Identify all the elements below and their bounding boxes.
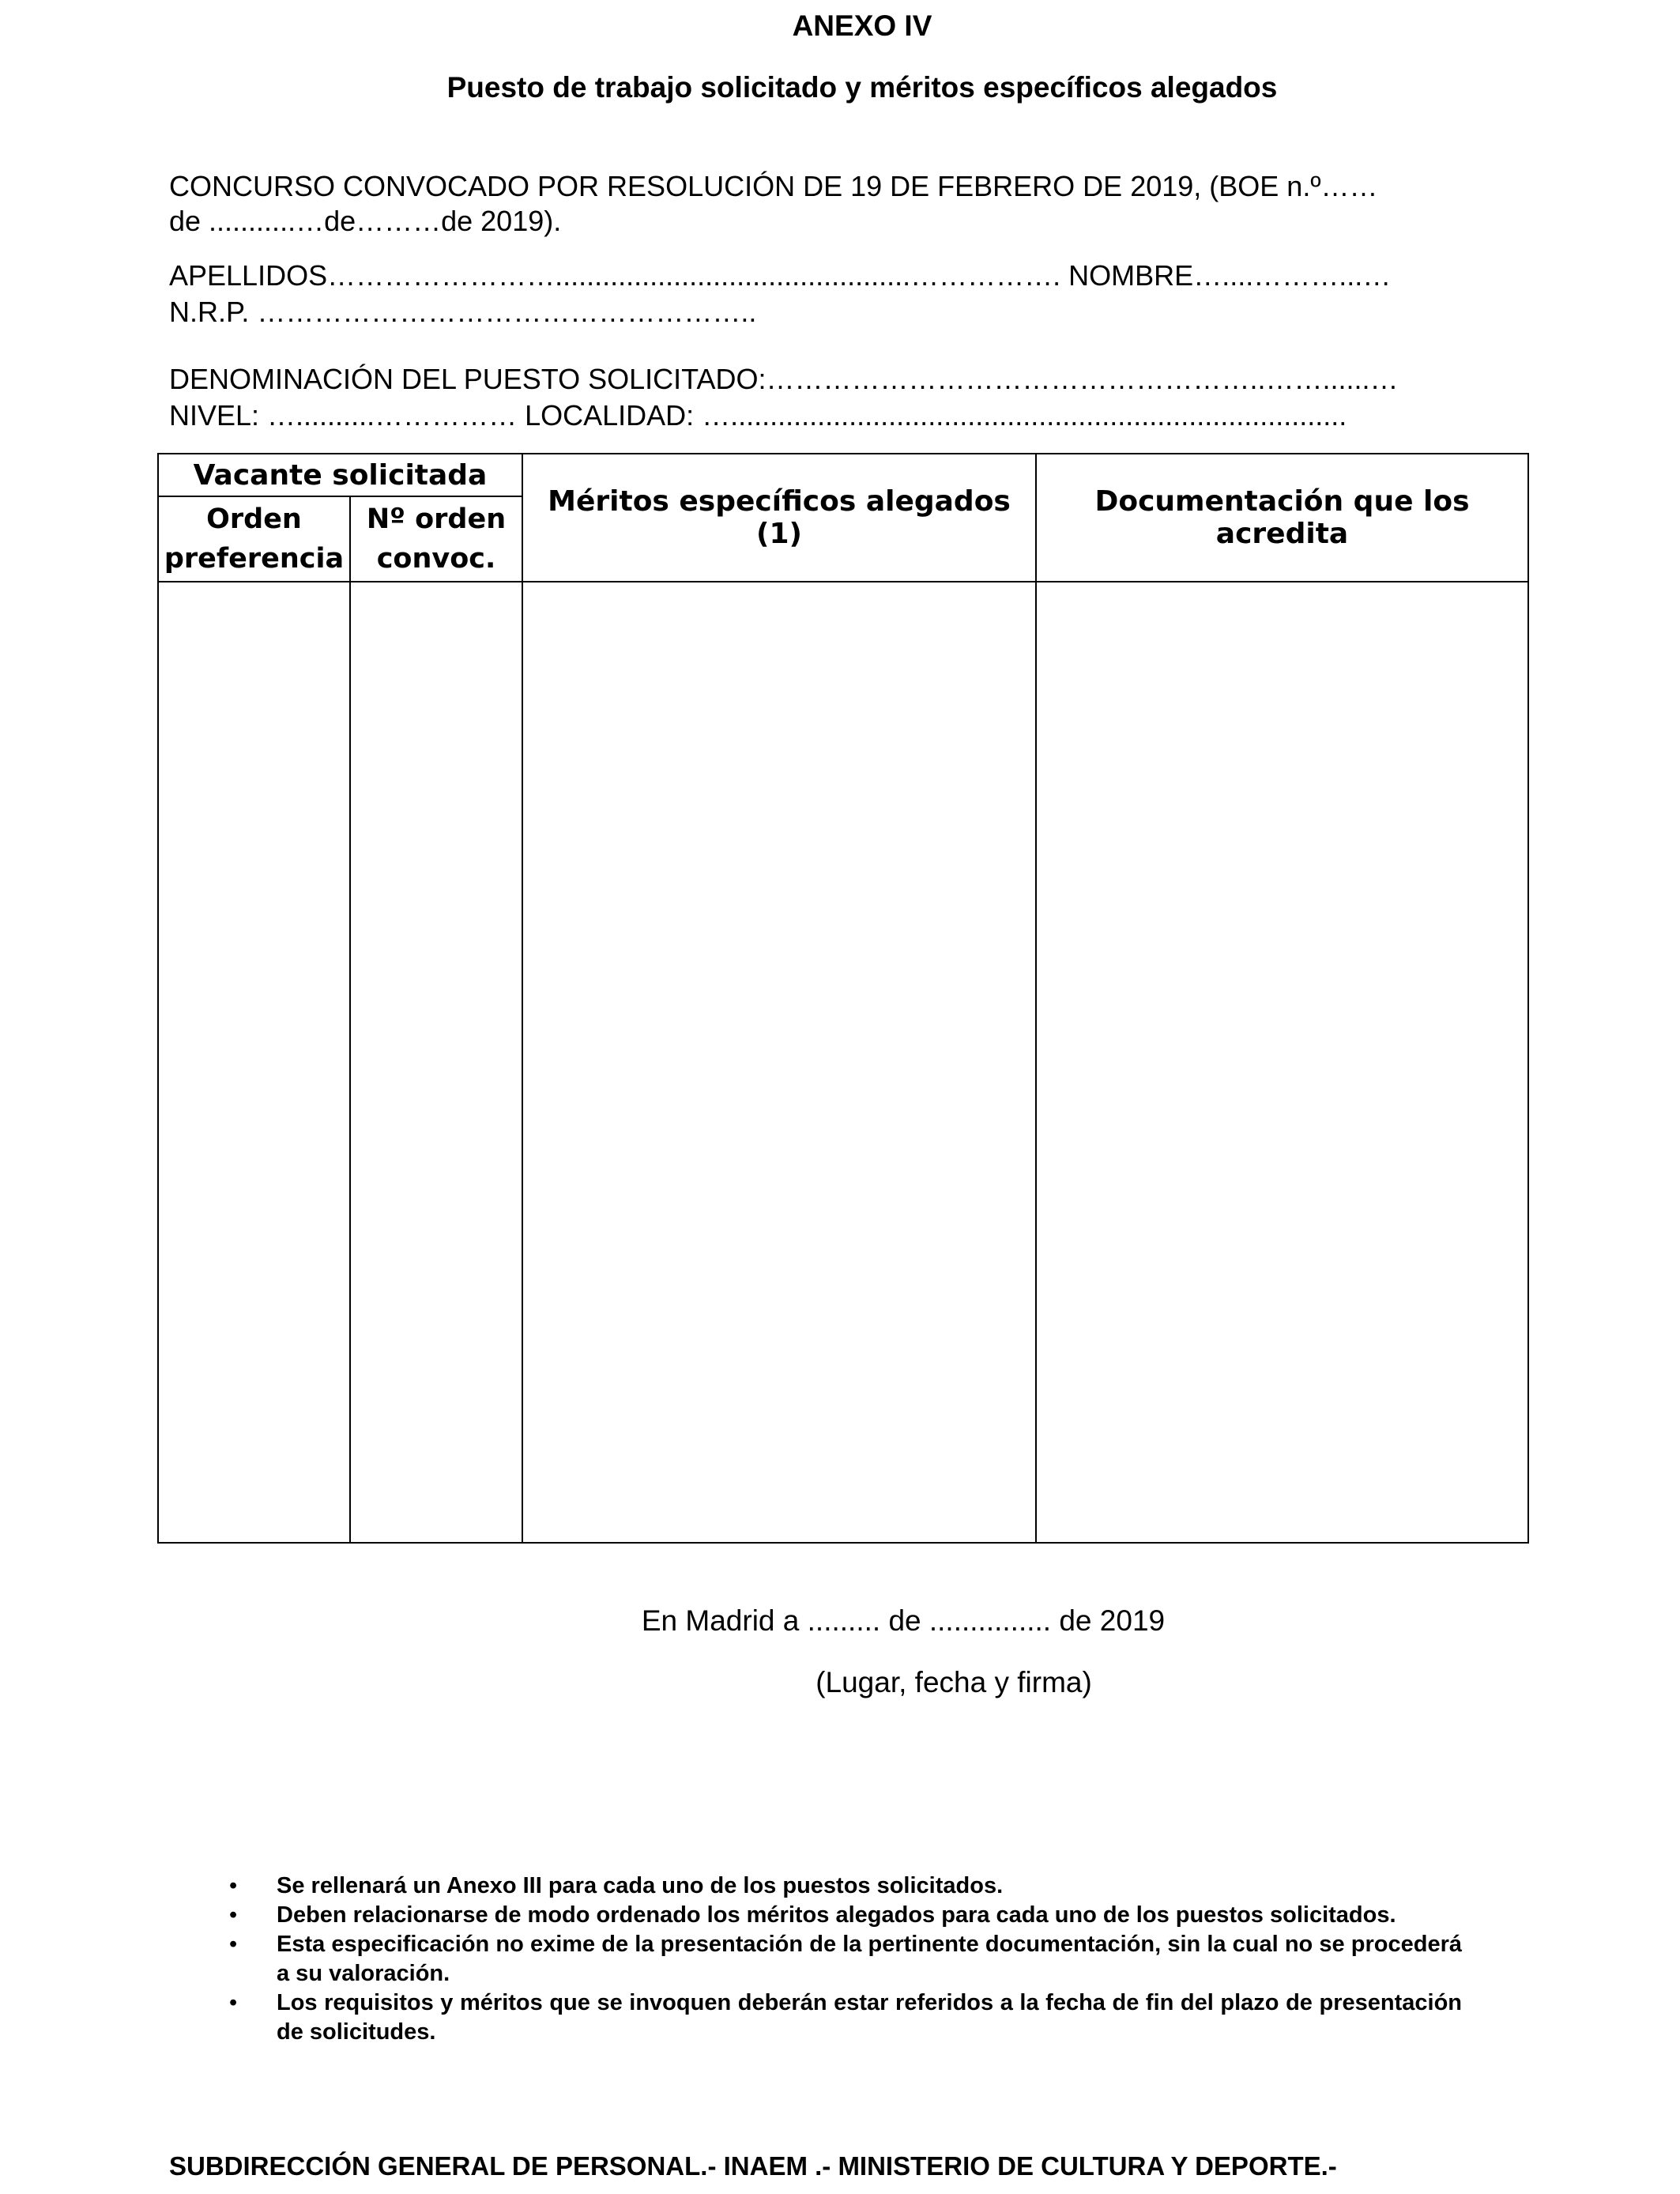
note-item: • Se rellenará un Anexo III para cada uno de los puestos solicitados. [277, 1872, 1462, 1901]
annex-title: ANEXO IV [792, 9, 932, 42]
note-item: • Deben relacionarse de modo ordenado los méritos alegados para cada uno de los puestos solicitados. [277, 1901, 1462, 1930]
signature-caption: (Lugar, fecha y firma) [816, 1666, 1092, 1698]
footer-text: SUBDIRECCIÓN GENERAL DE PERSONAL.- INAEM .- MINISTERIO DE CULTURA Y DEPORTE.- [169, 2151, 1337, 2181]
place-date-line: En Madrid a ......... de ............... de 2019 [641, 1604, 1166, 1637]
concurso-line-2: de ...........…de………de 2019). [169, 205, 562, 237]
apellidos-nombre-field: APELLIDOS…………………….............................................……………. NOMBRE…....………...… [169, 259, 1392, 292]
vacante-solicitada-header: Vacante solicitada [158, 454, 522, 496]
documentacion-header: Documentación que los acredita [1036, 454, 1528, 582]
bullet-icon: • [229, 1873, 238, 1898]
bullet-icon: • [229, 1932, 238, 1957]
meritos-header: Méritos específicos alegados (1) [522, 454, 1036, 582]
bullet-icon: • [229, 1990, 238, 2015]
bullet-icon: • [229, 1902, 238, 1928]
meritos-cell[interactable] [522, 582, 1036, 1543]
denominacion-puesto-field: DENOMINACIÓN DEL PUESTO SOLICITADO:……………………………………………..……......… [169, 363, 1399, 395]
notes-list [229, 1872, 1462, 2047]
note-item: • Esta especificación no exime de la presentación de la pertinente documentación, sin la cual no se procederá a su valoración. [229, 1932, 1462, 1986]
meritos-table [157, 453, 1529, 1544]
num-orden-cell[interactable] [350, 582, 522, 1543]
orden-preferencia-header: Orden preferencia [158, 496, 350, 582]
concurso-line-1: CONCURSO CONVOCADO POR RESOLUCIÓN DE 19 DE FEBRERO DE 2019, (BOE n.º…… [169, 170, 1378, 202]
note-item: • Los requisitos y méritos que se invoquen deberán estar referidos a la fecha de fin del plazo de presentación de solicitudes. [229, 1990, 1462, 2045]
document-subtitle: Puesto de trabajo solicitado y méritos específicos alegados [446, 71, 1278, 104]
num-orden-header: Nº orden convoc. [350, 496, 522, 582]
nivel-localidad-field: NIVEL: …..........…………… LOCALIDAD: ….............................................................................. [169, 399, 1347, 432]
documentacion-cell[interactable] [1036, 582, 1528, 1543]
orden-preferencia-cell[interactable] [158, 582, 350, 1543]
nrp-field: N.R.P. …………………………………………….. [169, 296, 757, 328]
